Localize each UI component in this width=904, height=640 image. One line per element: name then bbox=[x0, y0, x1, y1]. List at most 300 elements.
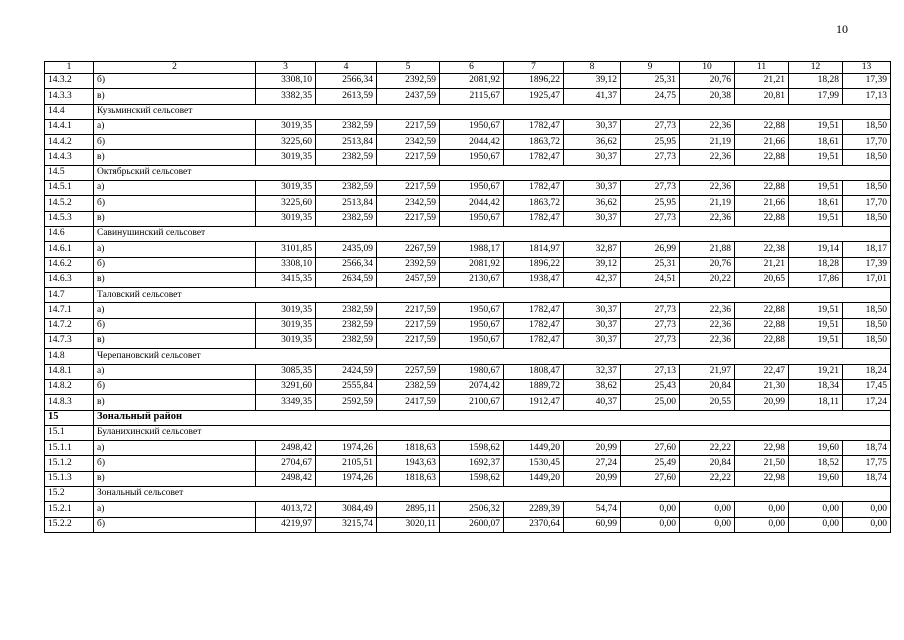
value-cell: 17,24 bbox=[843, 395, 891, 410]
value-cell: 1782,47 bbox=[504, 303, 564, 318]
page-number: 10 bbox=[836, 22, 848, 36]
value-cell: 2105,51 bbox=[316, 456, 377, 471]
value-cell: 41,37 bbox=[564, 89, 621, 104]
value-cell: 38,62 bbox=[564, 379, 621, 394]
value-cell: 3085,35 bbox=[256, 364, 316, 379]
value-cell: 1598,62 bbox=[440, 471, 504, 486]
value-cell: 22,22 bbox=[680, 471, 735, 486]
value-cell: 3019,35 bbox=[256, 211, 316, 226]
value-cell: 3019,35 bbox=[256, 181, 316, 196]
table-row bbox=[45, 242, 891, 257]
value-cell: 17,70 bbox=[843, 196, 891, 211]
value-cell: 0,00 bbox=[843, 502, 891, 517]
value-cell: 1889,72 bbox=[504, 379, 564, 394]
value-cell: 2267,59 bbox=[377, 242, 440, 257]
value-cell: 21,66 bbox=[735, 196, 789, 211]
row-label: б) bbox=[94, 456, 256, 471]
value-cell: 1938,47 bbox=[504, 272, 564, 287]
section-title: Буланихинский сельсовет bbox=[94, 425, 891, 440]
value-cell: 30,37 bbox=[564, 303, 621, 318]
value-cell: 3019,35 bbox=[256, 318, 316, 333]
value-cell: 2498,42 bbox=[256, 441, 316, 456]
value-cell: 18,50 bbox=[843, 181, 891, 196]
value-cell: 1530,45 bbox=[504, 456, 564, 471]
value-cell: 30,37 bbox=[564, 119, 621, 134]
row-label: в) bbox=[94, 89, 256, 104]
value-cell: 20,99 bbox=[564, 471, 621, 486]
value-cell: 27,73 bbox=[621, 303, 680, 318]
table-row bbox=[45, 196, 891, 211]
value-cell: 3215,74 bbox=[316, 517, 377, 532]
value-cell: 1974,26 bbox=[316, 471, 377, 486]
value-cell: 18,28 bbox=[789, 74, 843, 89]
column-number: 10 bbox=[680, 62, 735, 74]
value-cell: 2895,11 bbox=[377, 502, 440, 517]
value-cell: 2613,59 bbox=[316, 89, 377, 104]
value-cell: 42,37 bbox=[564, 272, 621, 287]
value-cell: 19,51 bbox=[789, 318, 843, 333]
row-label: б) bbox=[94, 318, 256, 333]
value-cell: 17,75 bbox=[843, 456, 891, 471]
value-cell: 3019,35 bbox=[256, 150, 316, 165]
value-cell: 4013,72 bbox=[256, 502, 316, 517]
column-number: 9 bbox=[621, 62, 680, 74]
value-cell: 19,21 bbox=[789, 364, 843, 379]
value-cell: 22,22 bbox=[680, 441, 735, 456]
value-cell: 1896,22 bbox=[504, 74, 564, 89]
value-cell: 27,73 bbox=[621, 181, 680, 196]
value-cell: 2704,67 bbox=[256, 456, 316, 471]
value-cell: 22,36 bbox=[680, 303, 735, 318]
value-cell: 39,12 bbox=[564, 74, 621, 89]
row-code: 14.6.3 bbox=[45, 272, 94, 287]
table-row bbox=[45, 334, 891, 349]
value-cell: 20,65 bbox=[735, 272, 789, 287]
value-cell: 22,88 bbox=[735, 150, 789, 165]
value-cell: 22,36 bbox=[680, 181, 735, 196]
value-cell: 1943,63 bbox=[377, 456, 440, 471]
value-cell: 2370,64 bbox=[504, 517, 564, 532]
value-cell: 2382,59 bbox=[316, 211, 377, 226]
value-cell: 2457,59 bbox=[377, 272, 440, 287]
column-number: 6 bbox=[440, 62, 504, 74]
value-cell: 0,00 bbox=[680, 502, 735, 517]
value-cell: 2217,59 bbox=[377, 119, 440, 134]
value-cell: 2100,67 bbox=[440, 395, 504, 410]
row-label: а) bbox=[94, 441, 256, 456]
section-row bbox=[45, 410, 891, 425]
value-cell: 20,38 bbox=[680, 89, 735, 104]
column-number-row bbox=[45, 62, 891, 74]
value-cell: 1782,47 bbox=[504, 150, 564, 165]
row-label: в) bbox=[94, 211, 256, 226]
value-cell: 22,36 bbox=[680, 334, 735, 349]
value-cell: 2382,59 bbox=[377, 379, 440, 394]
row-label: в) bbox=[94, 334, 256, 349]
value-cell: 3020,11 bbox=[377, 517, 440, 532]
table-row bbox=[45, 272, 891, 287]
value-cell: 3019,35 bbox=[256, 119, 316, 134]
value-cell: 2081,92 bbox=[440, 74, 504, 89]
table-row bbox=[45, 456, 891, 471]
value-cell: 2074,42 bbox=[440, 379, 504, 394]
value-cell: 32,37 bbox=[564, 364, 621, 379]
value-cell: 20,84 bbox=[680, 379, 735, 394]
column-number: 4 bbox=[316, 62, 377, 74]
section-code: 15.1 bbox=[45, 425, 94, 440]
value-cell: 30,37 bbox=[564, 334, 621, 349]
value-cell: 27,73 bbox=[621, 150, 680, 165]
value-cell: 17,99 bbox=[789, 89, 843, 104]
column-number: 3 bbox=[256, 62, 316, 74]
row-label: б) bbox=[94, 517, 256, 532]
value-cell: 21,19 bbox=[680, 135, 735, 150]
value-cell: 17,39 bbox=[843, 257, 891, 272]
section-row bbox=[45, 226, 891, 241]
table-row bbox=[45, 303, 891, 318]
value-cell: 2342,59 bbox=[377, 135, 440, 150]
value-cell: 18,28 bbox=[789, 257, 843, 272]
row-label: б) bbox=[94, 257, 256, 272]
row-label: а) bbox=[94, 119, 256, 134]
value-cell: 1950,67 bbox=[440, 303, 504, 318]
value-cell: 2342,59 bbox=[377, 196, 440, 211]
section-code: 14.4 bbox=[45, 104, 94, 119]
value-cell: 24,75 bbox=[621, 89, 680, 104]
row-code: 14.3.2 bbox=[45, 74, 94, 89]
row-label: в) bbox=[94, 150, 256, 165]
value-cell: 25,31 bbox=[621, 74, 680, 89]
row-label: в) bbox=[94, 272, 256, 287]
value-cell: 22,88 bbox=[735, 334, 789, 349]
section-code: 14.6 bbox=[45, 226, 94, 241]
value-cell: 22,38 bbox=[735, 242, 789, 257]
value-cell: 19,51 bbox=[789, 211, 843, 226]
value-cell: 2382,59 bbox=[316, 150, 377, 165]
value-cell: 22,47 bbox=[735, 364, 789, 379]
value-cell: 3382,35 bbox=[256, 89, 316, 104]
value-cell: 2382,59 bbox=[316, 119, 377, 134]
value-cell: 2130,67 bbox=[440, 272, 504, 287]
section-row bbox=[45, 425, 891, 440]
value-cell: 30,37 bbox=[564, 150, 621, 165]
value-cell: 19,51 bbox=[789, 119, 843, 134]
value-cell: 2217,59 bbox=[377, 150, 440, 165]
table-row bbox=[45, 502, 891, 517]
value-cell: 18,50 bbox=[843, 334, 891, 349]
value-cell: 1782,47 bbox=[504, 181, 564, 196]
value-cell: 18,34 bbox=[789, 379, 843, 394]
section-row bbox=[45, 165, 891, 180]
table-row bbox=[45, 441, 891, 456]
value-cell: 2217,59 bbox=[377, 334, 440, 349]
column-number: 2 bbox=[94, 62, 256, 74]
value-cell: 2044,42 bbox=[440, 196, 504, 211]
value-cell: 27,73 bbox=[621, 334, 680, 349]
value-cell: 22,88 bbox=[735, 119, 789, 134]
row-label: а) bbox=[94, 303, 256, 318]
value-cell: 1818,63 bbox=[377, 441, 440, 456]
value-cell: 1925,47 bbox=[504, 89, 564, 104]
value-cell: 1863,72 bbox=[504, 135, 564, 150]
row-code: 14.5.1 bbox=[45, 181, 94, 196]
value-cell: 20,99 bbox=[735, 395, 789, 410]
value-cell: 1950,67 bbox=[440, 181, 504, 196]
section-code: 14.7 bbox=[45, 288, 94, 303]
section-title: Кузьминский сельсовет bbox=[94, 104, 891, 119]
column-number: 7 bbox=[504, 62, 564, 74]
value-cell: 22,98 bbox=[735, 471, 789, 486]
row-label: а) bbox=[94, 181, 256, 196]
value-cell: 0,00 bbox=[789, 502, 843, 517]
value-cell: 24,51 bbox=[621, 272, 680, 287]
value-cell: 21,21 bbox=[735, 74, 789, 89]
section-code: 15 bbox=[45, 410, 94, 425]
section-title: Черепановский сельсовет bbox=[94, 349, 891, 364]
value-cell: 20,76 bbox=[680, 257, 735, 272]
table-row bbox=[45, 318, 891, 333]
table-row bbox=[45, 364, 891, 379]
value-cell: 0,00 bbox=[735, 517, 789, 532]
value-cell: 0,00 bbox=[789, 517, 843, 532]
value-cell: 30,37 bbox=[564, 318, 621, 333]
table-row bbox=[45, 379, 891, 394]
value-cell: 17,86 bbox=[789, 272, 843, 287]
value-cell: 18,52 bbox=[789, 456, 843, 471]
row-code: 15.1.2 bbox=[45, 456, 94, 471]
section-title: Зональный район bbox=[94, 410, 891, 425]
table-row bbox=[45, 471, 891, 486]
value-cell: 22,36 bbox=[680, 119, 735, 134]
value-cell: 22,88 bbox=[735, 318, 789, 333]
table-row bbox=[45, 181, 891, 196]
row-code: 14.4.1 bbox=[45, 119, 94, 134]
value-cell: 2506,32 bbox=[440, 502, 504, 517]
table-row bbox=[45, 89, 891, 104]
value-cell: 2513,84 bbox=[316, 135, 377, 150]
value-cell: 19,51 bbox=[789, 334, 843, 349]
column-number: 8 bbox=[564, 62, 621, 74]
value-cell: 19,60 bbox=[789, 441, 843, 456]
value-cell: 19,51 bbox=[789, 150, 843, 165]
value-cell: 2382,59 bbox=[316, 303, 377, 318]
row-label: а) bbox=[94, 242, 256, 257]
value-cell: 2392,59 bbox=[377, 257, 440, 272]
value-cell: 21,66 bbox=[735, 135, 789, 150]
value-cell: 22,36 bbox=[680, 318, 735, 333]
value-cell: 17,13 bbox=[843, 89, 891, 104]
value-cell: 21,30 bbox=[735, 379, 789, 394]
value-cell: 2217,59 bbox=[377, 211, 440, 226]
value-cell: 3308,10 bbox=[256, 257, 316, 272]
value-cell: 25,43 bbox=[621, 379, 680, 394]
value-cell: 1980,67 bbox=[440, 364, 504, 379]
value-cell: 2437,59 bbox=[377, 89, 440, 104]
value-cell: 0,00 bbox=[843, 517, 891, 532]
value-cell: 19,60 bbox=[789, 471, 843, 486]
value-cell: 20,84 bbox=[680, 456, 735, 471]
value-cell: 2555,84 bbox=[316, 379, 377, 394]
value-cell: 2115,67 bbox=[440, 89, 504, 104]
value-cell: 22,36 bbox=[680, 211, 735, 226]
value-cell: 2592,59 bbox=[316, 395, 377, 410]
value-cell: 3225,60 bbox=[256, 135, 316, 150]
value-cell: 25,95 bbox=[621, 196, 680, 211]
row-label: б) bbox=[94, 135, 256, 150]
value-cell: 32,87 bbox=[564, 242, 621, 257]
row-code: 15.2.1 bbox=[45, 502, 94, 517]
value-cell: 2566,34 bbox=[316, 257, 377, 272]
value-cell: 27,60 bbox=[621, 471, 680, 486]
value-cell: 19,14 bbox=[789, 242, 843, 257]
section-title: Савинушинский сельсовет bbox=[94, 226, 891, 241]
value-cell: 2217,59 bbox=[377, 303, 440, 318]
column-number: 1 bbox=[45, 62, 94, 74]
row-code: 14.5.3 bbox=[45, 211, 94, 226]
value-cell: 0,00 bbox=[621, 502, 680, 517]
value-cell: 20,22 bbox=[680, 272, 735, 287]
row-code: 14.7.1 bbox=[45, 303, 94, 318]
value-cell: 0,00 bbox=[621, 517, 680, 532]
value-cell: 21,50 bbox=[735, 456, 789, 471]
value-cell: 27,73 bbox=[621, 119, 680, 134]
row-code: 14.6.2 bbox=[45, 257, 94, 272]
value-cell: 1598,62 bbox=[440, 441, 504, 456]
value-cell: 18,74 bbox=[843, 471, 891, 486]
value-cell: 27,13 bbox=[621, 364, 680, 379]
section-row bbox=[45, 349, 891, 364]
section-row bbox=[45, 104, 891, 119]
value-cell: 18,50 bbox=[843, 150, 891, 165]
section-row bbox=[45, 487, 891, 502]
value-cell: 1818,63 bbox=[377, 471, 440, 486]
value-cell: 3084,49 bbox=[316, 502, 377, 517]
value-cell: 3291,60 bbox=[256, 379, 316, 394]
value-cell: 0,00 bbox=[680, 517, 735, 532]
value-cell: 2382,59 bbox=[316, 318, 377, 333]
section-title: Октябрьский сельсовет bbox=[94, 165, 891, 180]
value-cell: 25,00 bbox=[621, 395, 680, 410]
value-cell: 1782,47 bbox=[504, 318, 564, 333]
value-cell: 2498,42 bbox=[256, 471, 316, 486]
row-code: 15.2.2 bbox=[45, 517, 94, 532]
value-cell: 2392,59 bbox=[377, 74, 440, 89]
value-cell: 27,24 bbox=[564, 456, 621, 471]
value-cell: 2417,59 bbox=[377, 395, 440, 410]
value-cell: 21,88 bbox=[680, 242, 735, 257]
value-cell: 2600,07 bbox=[440, 517, 504, 532]
value-cell: 18,24 bbox=[843, 364, 891, 379]
value-cell: 22,36 bbox=[680, 150, 735, 165]
value-cell: 18,61 bbox=[789, 135, 843, 150]
value-cell: 1974,26 bbox=[316, 441, 377, 456]
value-cell: 3415,35 bbox=[256, 272, 316, 287]
value-cell: 2634,59 bbox=[316, 272, 377, 287]
value-cell: 19,51 bbox=[789, 181, 843, 196]
value-cell: 1863,72 bbox=[504, 196, 564, 211]
row-code: 14.8.2 bbox=[45, 379, 94, 394]
value-cell: 54,74 bbox=[564, 502, 621, 517]
value-cell: 3308,10 bbox=[256, 74, 316, 89]
value-cell: 3225,60 bbox=[256, 196, 316, 211]
row-label: а) bbox=[94, 502, 256, 517]
column-number: 12 bbox=[789, 62, 843, 74]
row-code: 15.1.1 bbox=[45, 441, 94, 456]
value-cell: 30,37 bbox=[564, 181, 621, 196]
value-cell: 1782,47 bbox=[504, 119, 564, 134]
value-cell: 2513,84 bbox=[316, 196, 377, 211]
value-cell: 40,37 bbox=[564, 395, 621, 410]
value-cell: 18,50 bbox=[843, 303, 891, 318]
value-cell: 2289,39 bbox=[504, 502, 564, 517]
value-cell: 27,73 bbox=[621, 318, 680, 333]
value-cell: 22,98 bbox=[735, 441, 789, 456]
value-cell: 2257,59 bbox=[377, 364, 440, 379]
value-cell: 1896,22 bbox=[504, 257, 564, 272]
value-cell: 19,51 bbox=[789, 303, 843, 318]
value-cell: 20,55 bbox=[680, 395, 735, 410]
column-number: 11 bbox=[735, 62, 789, 74]
value-cell: 17,39 bbox=[843, 74, 891, 89]
table-row bbox=[45, 395, 891, 410]
table-row bbox=[45, 257, 891, 272]
value-cell: 1814,97 bbox=[504, 242, 564, 257]
value-cell: 3101,85 bbox=[256, 242, 316, 257]
table-row bbox=[45, 74, 891, 89]
value-cell: 27,60 bbox=[621, 441, 680, 456]
row-code: 14.4.3 bbox=[45, 150, 94, 165]
value-cell: 1950,67 bbox=[440, 334, 504, 349]
table-body bbox=[45, 62, 891, 533]
value-cell: 3019,35 bbox=[256, 334, 316, 349]
value-cell: 0,00 bbox=[735, 502, 789, 517]
value-cell: 18,50 bbox=[843, 211, 891, 226]
row-code: 14.4.2 bbox=[45, 135, 94, 150]
value-cell: 18,61 bbox=[789, 196, 843, 211]
section-code: 14.8 bbox=[45, 349, 94, 364]
value-cell: 2382,59 bbox=[316, 181, 377, 196]
value-cell: 17,45 bbox=[843, 379, 891, 394]
value-cell: 25,49 bbox=[621, 456, 680, 471]
table-row bbox=[45, 150, 891, 165]
row-code: 14.6.1 bbox=[45, 242, 94, 257]
value-cell: 26,99 bbox=[621, 242, 680, 257]
value-cell: 22,88 bbox=[735, 211, 789, 226]
value-cell: 22,88 bbox=[735, 181, 789, 196]
table-row bbox=[45, 135, 891, 150]
row-code: 14.7.2 bbox=[45, 318, 94, 333]
value-cell: 18,74 bbox=[843, 441, 891, 456]
column-number: 13 bbox=[843, 62, 891, 74]
value-cell: 17,01 bbox=[843, 272, 891, 287]
value-cell: 1449,20 bbox=[504, 441, 564, 456]
row-label: в) bbox=[94, 395, 256, 410]
value-cell: 4219,97 bbox=[256, 517, 316, 532]
value-cell: 20,81 bbox=[735, 89, 789, 104]
value-cell: 39,12 bbox=[564, 257, 621, 272]
value-cell: 21,19 bbox=[680, 196, 735, 211]
value-cell: 2217,59 bbox=[377, 181, 440, 196]
value-cell: 21,97 bbox=[680, 364, 735, 379]
value-cell: 3019,35 bbox=[256, 303, 316, 318]
section-code: 14.5 bbox=[45, 165, 94, 180]
value-cell: 2424,59 bbox=[316, 364, 377, 379]
value-cell: 36,62 bbox=[564, 196, 621, 211]
row-code: 14.8.1 bbox=[45, 364, 94, 379]
value-cell: 2217,59 bbox=[377, 318, 440, 333]
row-code: 14.7.3 bbox=[45, 334, 94, 349]
value-cell: 22,88 bbox=[735, 303, 789, 318]
